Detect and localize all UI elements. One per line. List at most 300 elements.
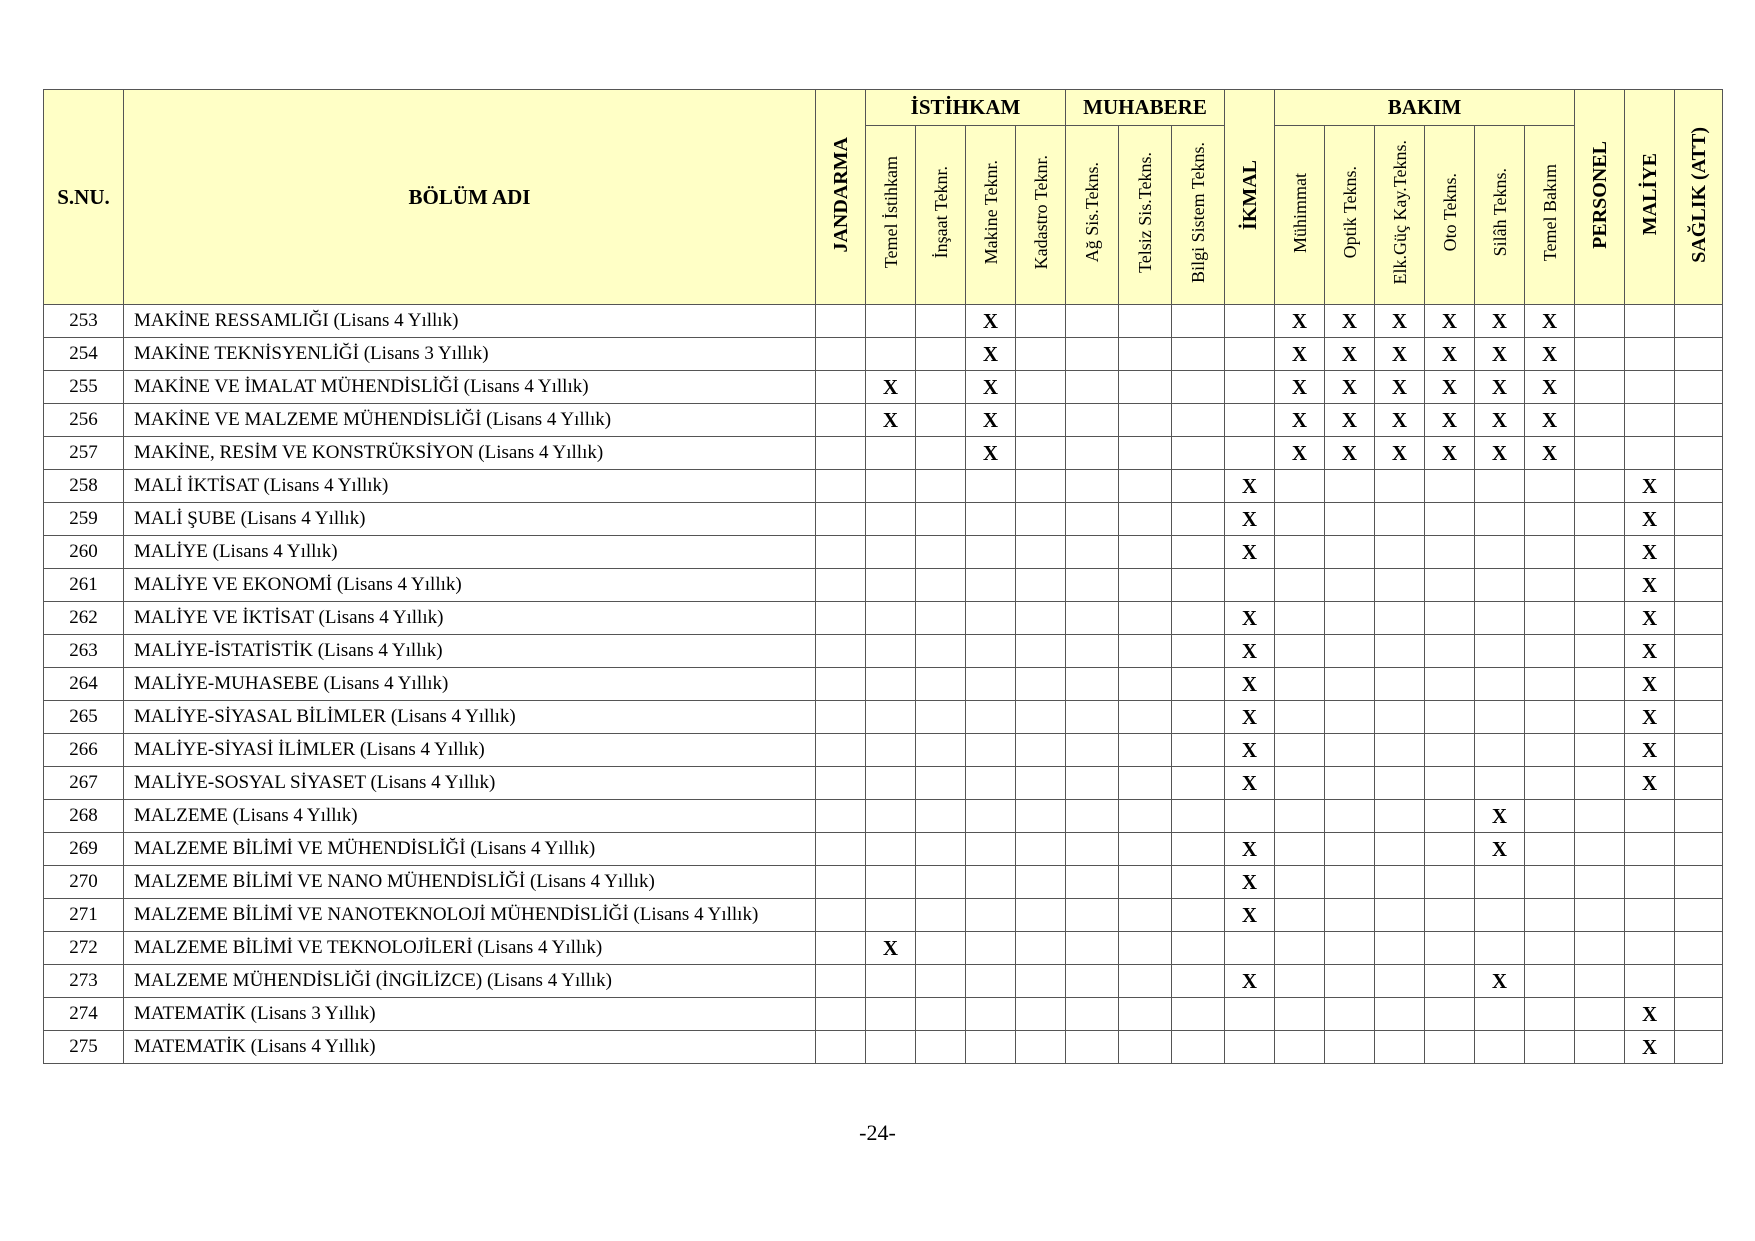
mark-cell <box>1425 767 1475 800</box>
mark-cell <box>866 833 916 866</box>
mark-cell <box>1016 338 1066 371</box>
mark-cell <box>1375 833 1425 866</box>
mark-cell <box>866 305 916 338</box>
mark-cell <box>866 635 916 668</box>
mark-cell <box>1575 965 1625 998</box>
table-row <box>44 338 1723 371</box>
department-name: MAKİNE VE MALZEME MÜHENDİSLİĞİ (Lisans 4 Yıllık) <box>124 404 816 437</box>
mark-cell <box>916 800 966 833</box>
mark-cell: X <box>1225 470 1275 503</box>
mark-cell: X <box>1275 437 1325 470</box>
mark-cell <box>866 470 916 503</box>
mark-cell: X <box>1325 371 1375 404</box>
mark-cell <box>966 569 1016 602</box>
mark-cell <box>1066 635 1119 668</box>
mark-cell <box>816 437 866 470</box>
table-row <box>44 470 1723 503</box>
mark-cell <box>1172 833 1225 866</box>
mark-cell: X <box>1275 371 1325 404</box>
mark-cell: X <box>1475 833 1525 866</box>
mark-cell <box>1675 437 1723 470</box>
mark-cell: X <box>966 371 1016 404</box>
mark-cell <box>1172 767 1225 800</box>
mark-cell <box>1066 602 1119 635</box>
mark-cell <box>816 569 866 602</box>
mark-cell <box>1172 965 1225 998</box>
mark-cell <box>1016 998 1066 1031</box>
mark-cell <box>1119 998 1172 1031</box>
mark-cell <box>1675 965 1723 998</box>
mark-cell <box>966 734 1016 767</box>
mark-cell <box>916 767 966 800</box>
mark-cell <box>1016 437 1066 470</box>
mark-cell <box>1172 371 1225 404</box>
header-temel-bakim: Temel Bakım <box>1525 126 1575 305</box>
mark-cell <box>1016 701 1066 734</box>
mark-cell <box>966 701 1016 734</box>
mark-cell <box>916 371 966 404</box>
mark-cell <box>1066 965 1119 998</box>
header-bakim: BAKIM <box>1275 90 1575 126</box>
mark-cell: X <box>1625 668 1675 701</box>
mark-cell <box>1275 800 1325 833</box>
header-saglik <box>1675 90 1723 305</box>
mark-cell <box>1525 767 1575 800</box>
mark-cell: X <box>1275 404 1325 437</box>
mark-cell <box>866 437 916 470</box>
mark-cell <box>1225 305 1275 338</box>
mark-cell <box>1525 800 1575 833</box>
mark-cell <box>1675 470 1723 503</box>
mark-cell <box>1119 767 1172 800</box>
mark-cell <box>816 635 866 668</box>
mark-cell <box>816 668 866 701</box>
mark-cell <box>1119 371 1172 404</box>
mark-cell <box>1119 965 1172 998</box>
mark-cell <box>1172 932 1225 965</box>
mark-cell: X <box>1225 503 1275 536</box>
mark-cell <box>1119 437 1172 470</box>
mark-cell <box>1119 569 1172 602</box>
row-number: 262 <box>44 602 124 635</box>
mark-cell <box>916 866 966 899</box>
table-row <box>44 932 1723 965</box>
mark-cell <box>816 998 866 1031</box>
mark-cell <box>916 404 966 437</box>
mark-cell <box>1016 899 1066 932</box>
mark-cell <box>966 833 1016 866</box>
mark-cell <box>1525 503 1575 536</box>
mark-cell <box>1675 998 1723 1031</box>
mark-cell <box>1066 503 1119 536</box>
table-row <box>44 998 1723 1031</box>
table-row <box>44 899 1723 932</box>
mark-cell <box>1119 800 1172 833</box>
mark-cell <box>1575 998 1625 1031</box>
mark-cell <box>1119 338 1172 371</box>
mark-cell: X <box>1225 602 1275 635</box>
row-number: 263 <box>44 635 124 668</box>
mark-cell <box>1225 404 1275 437</box>
mark-cell <box>1675 503 1723 536</box>
mark-cell <box>1575 569 1625 602</box>
mark-cell <box>1275 569 1325 602</box>
mark-cell <box>1275 635 1325 668</box>
mark-cell <box>1675 701 1723 734</box>
mark-cell <box>1066 305 1119 338</box>
mark-cell <box>816 767 866 800</box>
mark-cell <box>1375 668 1425 701</box>
row-number: 257 <box>44 437 124 470</box>
mark-cell <box>1119 734 1172 767</box>
mark-cell <box>1475 668 1525 701</box>
mark-cell <box>1275 668 1325 701</box>
header-optik-tekns: Optik Tekns. <box>1325 126 1375 305</box>
table-row <box>44 734 1723 767</box>
mark-cell: X <box>966 338 1016 371</box>
header-ag-sis-tekns: Ağ Sis.Tekns. <box>1066 126 1119 305</box>
mark-cell <box>1625 866 1675 899</box>
mark-cell <box>866 734 916 767</box>
mark-cell <box>916 536 966 569</box>
mark-cell <box>1575 371 1625 404</box>
row-number: 255 <box>44 371 124 404</box>
mark-cell <box>966 536 1016 569</box>
mark-cell <box>1172 602 1225 635</box>
mark-cell: X <box>1525 305 1575 338</box>
mark-cell <box>1425 701 1475 734</box>
mark-cell: X <box>1225 965 1275 998</box>
mark-cell: X <box>1525 371 1575 404</box>
header-elk-guc-kay-tekns: Elk.Güç Kay.Tekns. <box>1375 126 1425 305</box>
mark-cell <box>816 470 866 503</box>
mark-cell <box>1425 635 1475 668</box>
mark-cell <box>1066 899 1119 932</box>
mark-cell: X <box>1475 437 1525 470</box>
department-name: MAKİNE TEKNİSYENLİĞİ (Lisans 3 Yıllık) <box>124 338 816 371</box>
mark-cell <box>916 701 966 734</box>
mark-cell <box>1375 470 1425 503</box>
mark-cell <box>1275 503 1325 536</box>
mark-cell <box>1325 536 1375 569</box>
mark-cell <box>1425 602 1475 635</box>
mark-cell <box>1225 932 1275 965</box>
mark-cell <box>1525 899 1575 932</box>
mark-cell: X <box>1225 866 1275 899</box>
row-number: 273 <box>44 965 124 998</box>
mark-cell <box>816 701 866 734</box>
mark-cell: X <box>1425 404 1475 437</box>
mark-cell <box>1525 569 1575 602</box>
row-number: 261 <box>44 569 124 602</box>
mark-cell <box>1575 800 1625 833</box>
mark-cell: X <box>1625 998 1675 1031</box>
mark-cell <box>1275 602 1325 635</box>
row-number: 266 <box>44 734 124 767</box>
mark-cell <box>1325 668 1375 701</box>
mark-cell <box>1325 833 1375 866</box>
mark-cell <box>1119 701 1172 734</box>
mark-cell <box>1119 404 1172 437</box>
mark-cell <box>1172 701 1225 734</box>
mark-cell <box>1275 536 1325 569</box>
mark-cell <box>1425 536 1475 569</box>
mark-cell <box>916 338 966 371</box>
mark-cell <box>1425 668 1475 701</box>
mark-cell <box>1425 569 1475 602</box>
mark-cell <box>866 899 916 932</box>
mark-cell <box>1172 635 1225 668</box>
mark-cell <box>1575 767 1625 800</box>
mark-cell <box>866 800 916 833</box>
mark-cell <box>1425 470 1475 503</box>
header-ikmal-label: İKMAL <box>1238 159 1261 230</box>
mark-cell <box>1275 734 1325 767</box>
mark-cell <box>1172 569 1225 602</box>
mark-cell: X <box>1525 338 1575 371</box>
mark-cell: X <box>1525 404 1575 437</box>
mark-cell: X <box>1225 668 1275 701</box>
mark-cell <box>1016 536 1066 569</box>
mark-cell <box>1066 536 1119 569</box>
mark-cell <box>1525 635 1575 668</box>
mark-cell <box>1475 470 1525 503</box>
mark-cell: X <box>1325 305 1375 338</box>
mark-cell: X <box>1625 470 1675 503</box>
mark-cell: X <box>1225 635 1275 668</box>
mark-cell <box>1575 866 1625 899</box>
mark-cell <box>1066 371 1119 404</box>
mark-cell: X <box>966 404 1016 437</box>
header-telsiz-sis-tekns: Telsiz Sis.Tekns. <box>1119 126 1172 305</box>
mark-cell <box>1375 503 1425 536</box>
mark-cell <box>1675 932 1723 965</box>
mark-cell <box>1016 734 1066 767</box>
mark-cell <box>916 569 966 602</box>
mark-cell <box>1575 701 1625 734</box>
mark-cell <box>1525 866 1575 899</box>
mark-cell <box>1375 866 1425 899</box>
mark-cell <box>816 305 866 338</box>
mark-cell <box>1016 965 1066 998</box>
mark-cell: X <box>1625 602 1675 635</box>
mark-cell <box>1172 998 1225 1031</box>
mark-cell <box>866 767 916 800</box>
mark-cell <box>1172 404 1225 437</box>
mark-cell <box>916 305 966 338</box>
mark-cell <box>1575 536 1625 569</box>
mark-cell <box>1375 932 1425 965</box>
department-name: MALİ İKTİSAT (Lisans 4 Yıllık) <box>124 470 816 503</box>
mark-cell <box>1525 470 1575 503</box>
mark-cell <box>816 833 866 866</box>
header-istihkam: İSTİHKAM <box>866 90 1066 126</box>
mark-cell: X <box>1625 1031 1675 1064</box>
mark-cell <box>1675 734 1723 767</box>
mark-cell <box>1066 998 1119 1031</box>
row-number: 267 <box>44 767 124 800</box>
mark-cell <box>816 866 866 899</box>
header-kadastro-teknr: Kadastro Teknr. <box>1016 126 1066 305</box>
mark-cell <box>1675 602 1723 635</box>
department-name: MALZEME MÜHENDİSLİĞİ (İNGİLİZCE) (Lisans 4 Yıllık) <box>124 965 816 998</box>
mark-cell <box>1575 305 1625 338</box>
mark-cell <box>966 932 1016 965</box>
mark-cell <box>1425 998 1475 1031</box>
mark-cell <box>1066 866 1119 899</box>
mark-cell <box>1275 701 1325 734</box>
table-row <box>44 305 1723 338</box>
mark-cell <box>916 734 966 767</box>
mark-cell <box>1375 734 1425 767</box>
mark-cell <box>1016 833 1066 866</box>
mark-cell: X <box>966 305 1016 338</box>
mark-cell <box>816 965 866 998</box>
mark-cell: X <box>1225 833 1275 866</box>
mark-cell <box>1275 965 1325 998</box>
department-name: MALZEME BİLİMİ VE NANOTEKNOLOJİ MÜHENDİSLİĞİ (Lisans 4 Yıllık) <box>124 899 816 932</box>
mark-cell <box>1016 371 1066 404</box>
mark-cell <box>1675 371 1723 404</box>
mark-cell <box>1375 800 1425 833</box>
row-number: 270 <box>44 866 124 899</box>
mark-cell <box>1625 899 1675 932</box>
table-row <box>44 371 1723 404</box>
mark-cell <box>1375 635 1425 668</box>
mark-cell: X <box>1325 338 1375 371</box>
mark-cell <box>1172 866 1225 899</box>
header-jandarma-label: JANDARMA <box>829 136 852 253</box>
mark-cell <box>1066 800 1119 833</box>
header-maliye <box>1625 90 1675 305</box>
mark-cell <box>1119 1031 1172 1064</box>
mark-cell <box>1016 1031 1066 1064</box>
mark-cell: X <box>1475 800 1525 833</box>
table-body <box>44 305 1723 1064</box>
mark-cell <box>1425 965 1475 998</box>
table-row <box>44 701 1723 734</box>
mark-cell <box>1066 668 1119 701</box>
department-name: MALİYE-SİYASİ İLİMLER (Lisans 4 Yıllık) <box>124 734 816 767</box>
mark-cell <box>916 1031 966 1064</box>
mark-cell <box>1375 767 1425 800</box>
mark-cell <box>1275 767 1325 800</box>
mark-cell <box>1475 1031 1525 1064</box>
row-number: 269 <box>44 833 124 866</box>
mark-cell: X <box>1475 404 1525 437</box>
mark-cell <box>1275 866 1325 899</box>
mark-cell <box>1016 503 1066 536</box>
mark-cell <box>1575 338 1625 371</box>
mark-cell <box>916 503 966 536</box>
mark-cell <box>1119 932 1172 965</box>
mark-cell: X <box>1475 371 1525 404</box>
mark-cell <box>1575 932 1625 965</box>
mark-cell <box>1675 635 1723 668</box>
mark-cell <box>966 767 1016 800</box>
mark-cell <box>1016 800 1066 833</box>
mark-cell <box>966 1031 1016 1064</box>
mark-cell <box>916 899 966 932</box>
mark-cell: X <box>1475 965 1525 998</box>
mark-cell: X <box>966 437 1016 470</box>
mark-cell: X <box>1375 338 1425 371</box>
mark-cell <box>1475 701 1525 734</box>
mark-cell <box>1172 338 1225 371</box>
mark-cell <box>816 800 866 833</box>
header-oto-tekns: Oto Tekns. <box>1425 126 1475 305</box>
mark-cell <box>1675 536 1723 569</box>
header-saglik-label: SAĞLIK (ATT) <box>1687 126 1710 263</box>
mark-cell <box>1575 635 1625 668</box>
mark-cell <box>916 635 966 668</box>
mark-cell: X <box>1225 536 1275 569</box>
mark-cell: X <box>1375 305 1425 338</box>
mark-cell: X <box>866 404 916 437</box>
mark-cell <box>1675 833 1723 866</box>
mark-cell <box>1475 602 1525 635</box>
mark-cell <box>1016 635 1066 668</box>
mark-cell <box>1225 998 1275 1031</box>
mark-cell <box>1475 998 1525 1031</box>
mark-cell <box>1625 305 1675 338</box>
mark-cell <box>1225 569 1275 602</box>
mark-cell <box>1625 932 1675 965</box>
mark-cell <box>1016 866 1066 899</box>
mark-cell: X <box>866 371 916 404</box>
mark-cell <box>1066 833 1119 866</box>
eligibility-table <box>43 89 1723 1064</box>
header-muhabere: MUHABERE <box>1066 90 1225 126</box>
department-name: MALİYE VE İKTİSAT (Lisans 4 Yıllık) <box>124 602 816 635</box>
mark-cell <box>1375 899 1425 932</box>
mark-cell <box>1016 932 1066 965</box>
mark-cell <box>1525 536 1575 569</box>
mark-cell <box>1066 932 1119 965</box>
mark-cell <box>1375 536 1425 569</box>
mark-cell <box>1275 833 1325 866</box>
mark-cell <box>1066 437 1119 470</box>
row-number: 253 <box>44 305 124 338</box>
table-row <box>44 767 1723 800</box>
mark-cell: X <box>1475 305 1525 338</box>
mark-cell <box>1016 767 1066 800</box>
mark-cell <box>1575 470 1625 503</box>
mark-cell <box>1575 404 1625 437</box>
table-row <box>44 503 1723 536</box>
mark-cell <box>1325 569 1375 602</box>
table-row <box>44 866 1723 899</box>
mark-cell <box>816 404 866 437</box>
mark-cell <box>816 503 866 536</box>
department-name: MATEMATİK (Lisans 3 Yıllık) <box>124 998 816 1031</box>
mark-cell: X <box>1425 371 1475 404</box>
mark-cell <box>916 602 966 635</box>
table-row <box>44 404 1723 437</box>
mark-cell <box>866 998 916 1031</box>
department-name: MAKİNE RESSAMLIĞI (Lisans 4 Yıllık) <box>124 305 816 338</box>
mark-cell <box>1172 899 1225 932</box>
mark-cell <box>1475 536 1525 569</box>
mark-cell <box>1375 1031 1425 1064</box>
mark-cell: X <box>1225 899 1275 932</box>
mark-cell: X <box>1425 305 1475 338</box>
department-name: MALİ ŞUBE (Lisans 4 Yıllık) <box>124 503 816 536</box>
mark-cell: X <box>1375 404 1425 437</box>
mark-cell <box>1275 998 1325 1031</box>
mark-cell <box>966 668 1016 701</box>
mark-cell <box>866 668 916 701</box>
